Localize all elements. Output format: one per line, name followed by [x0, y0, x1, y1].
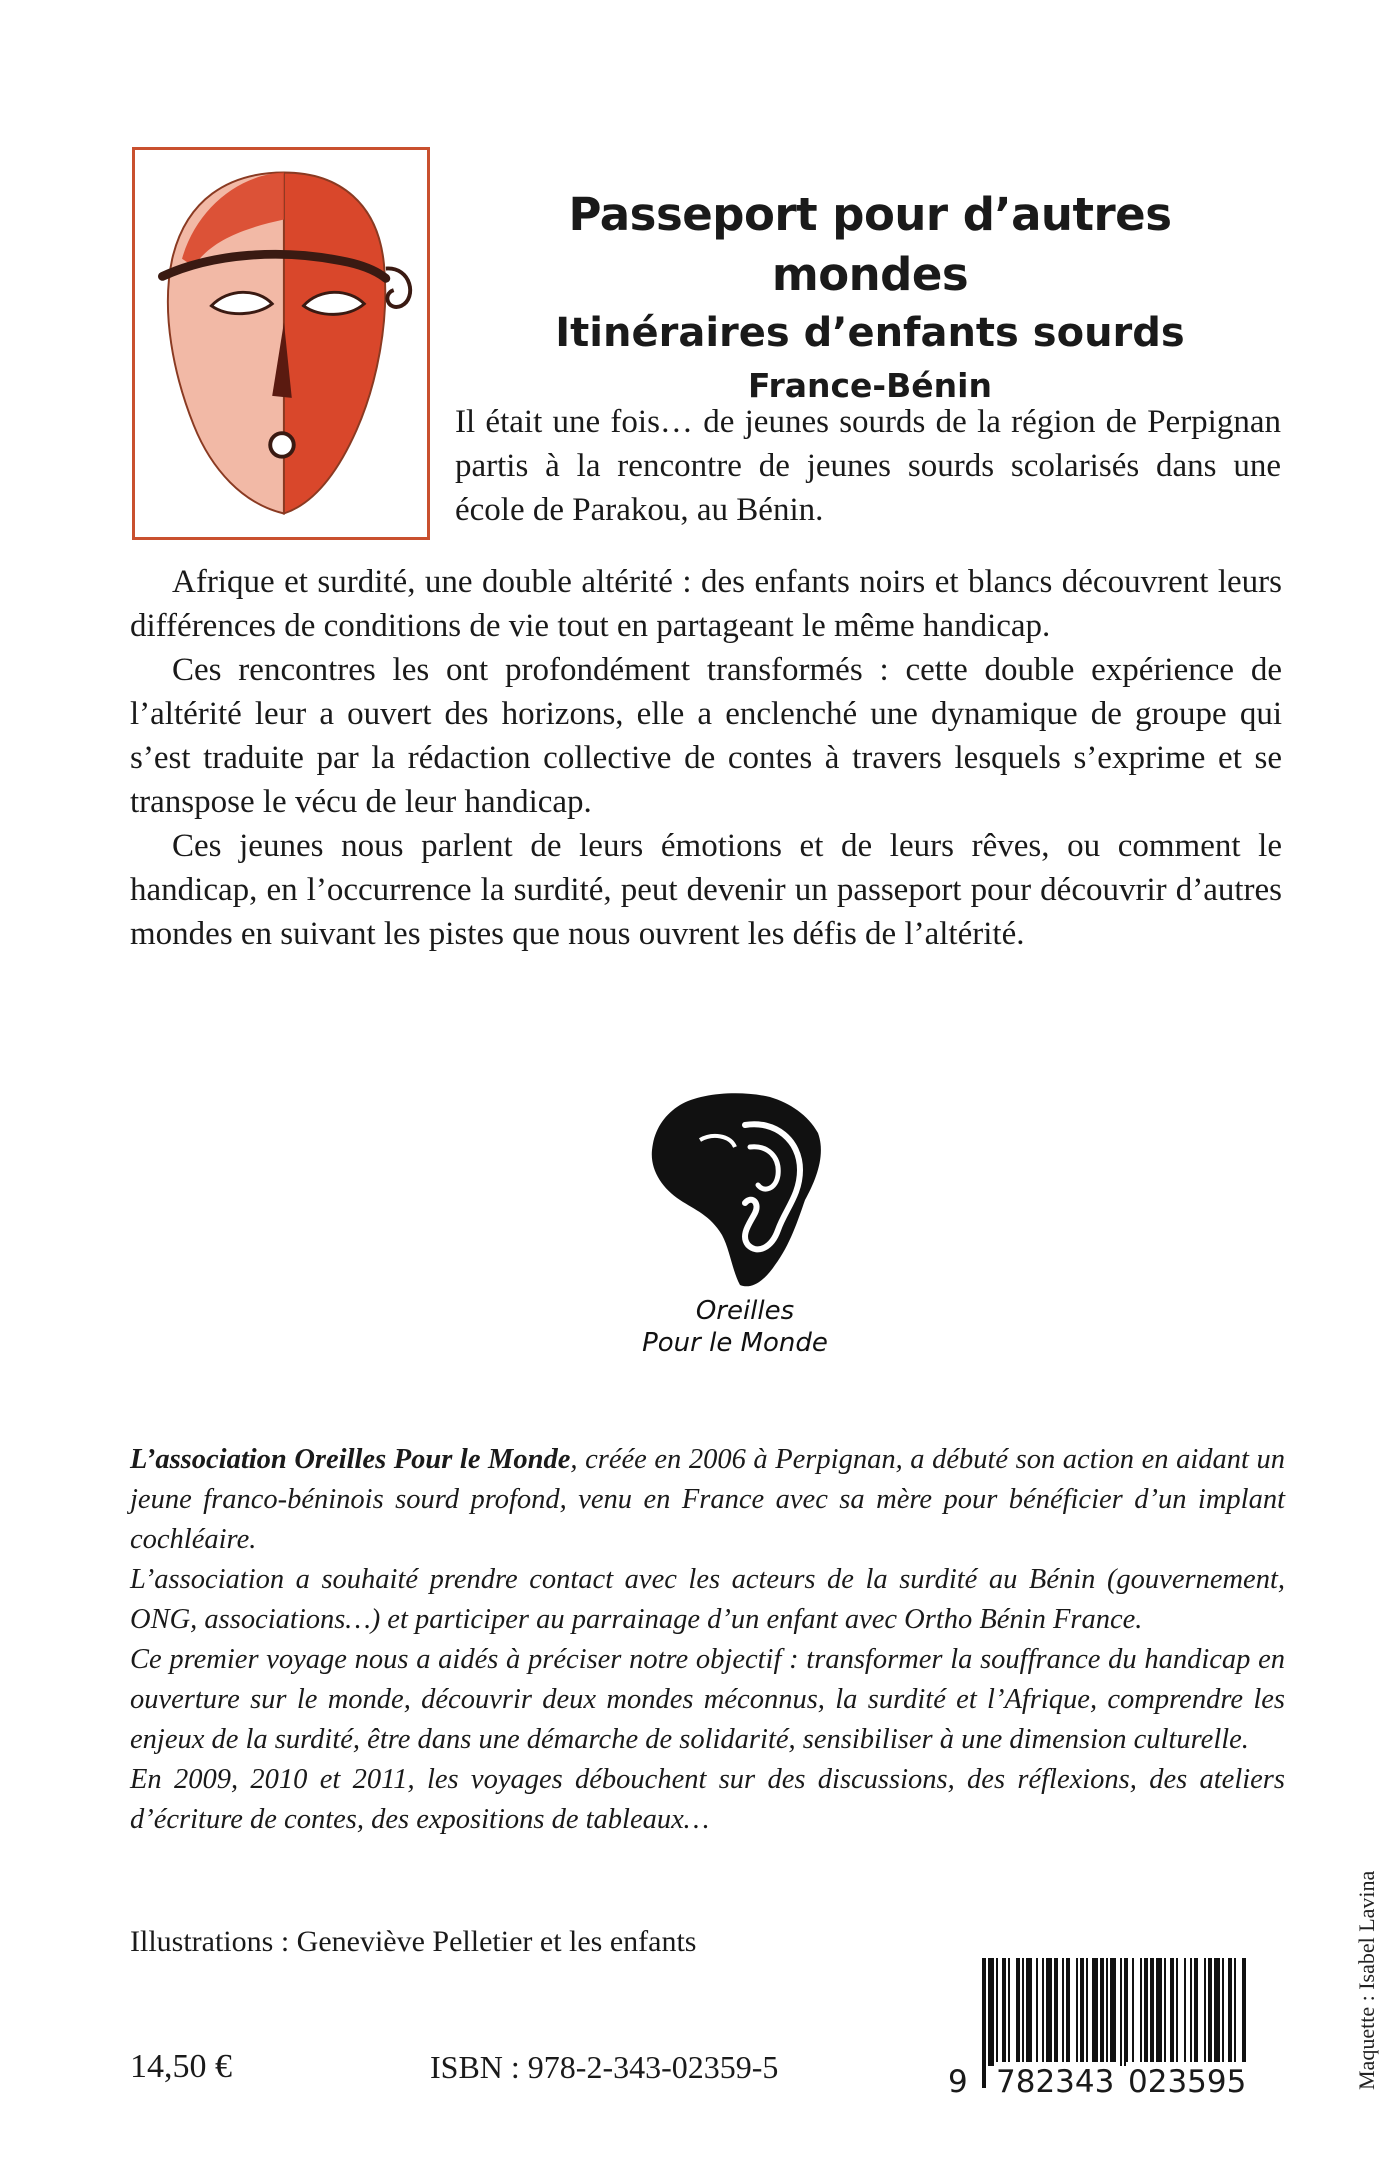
barcode-bar: [1184, 1958, 1186, 2066]
barcode-bar: [1008, 1958, 1010, 2066]
barcode-bar: [1156, 1958, 1162, 2066]
africa-ear-icon: [640, 1085, 830, 1295]
blurb-paragraph: Ces jeunes nous parlent de leurs émotions et de leurs rêves, ou comment le handicap, en l’occurrence la surdité, peut devenir un passeport pour découvrir d’autres mondes en suivant les pistes que nous ouvrent les défis de l’altérité.: [130, 828, 1282, 952]
barcode-bar: [1076, 1958, 1078, 2066]
barcode-bar: [1170, 1958, 1174, 2066]
barcode-bar: [1054, 1958, 1058, 2066]
african-mask-image: [135, 150, 427, 537]
barcode-bar: [1176, 1958, 1178, 2066]
barcode-bar: [1100, 1958, 1104, 2066]
association-logo: [640, 1085, 830, 1365]
barcode-bar: [1016, 1958, 1020, 2066]
association-description: [130, 1440, 1285, 1840]
barcode: [948, 1958, 1252, 2100]
logo-line-1: Oreilles: [695, 1296, 795, 1326]
barcode-bar: [1002, 1958, 1006, 2066]
barcode-bar: [1140, 1958, 1142, 2066]
barcode-bar: [1062, 1958, 1064, 2066]
price: 14,50 €: [130, 2048, 232, 2085]
barcode-bar: [1208, 1958, 1212, 2066]
title-block: [470, 185, 1270, 411]
barcode-bar: [1222, 1958, 1224, 2066]
book-subtitle: Itinéraires d’enfants sourds: [555, 310, 1185, 356]
barcode-bar: [1214, 1958, 1220, 2066]
barcode-bar: [1194, 1958, 1198, 2066]
barcode-bar: [1086, 1958, 1088, 2066]
isbn: ISBN : 978-2-343-02359-5: [430, 2049, 779, 2085]
barcode-bar: [1124, 1958, 1128, 2066]
barcode-bar: [996, 1958, 998, 2066]
barcode-bar: [1120, 1958, 1122, 2066]
barcode-bar: [1106, 1958, 1108, 2066]
association-name: L’association Oreilles Pour le Monde: [130, 1444, 571, 1475]
barcode-bar: [1242, 1958, 1246, 2066]
barcode-bar: [982, 1958, 986, 2088]
book-subtitle-place: France-Bénin: [748, 366, 992, 405]
barcode-bar: [1164, 1958, 1166, 2066]
barcode-bar: [1026, 1958, 1032, 2066]
barcode-group-right: 023595: [1128, 2064, 1247, 2100]
barcode-bar: [1204, 1958, 1206, 2066]
logo-line-2: Pour le Monde: [642, 1328, 828, 1358]
intro-text: Il était une fois… de jeunes sourds de la région de Perpignan partis à la rencontre de jeunes sourds scolarisés dans une école de Parakou, au Bénin.: [455, 404, 1281, 528]
barcode-bar: [1228, 1958, 1232, 2066]
barcode-bar: [1092, 1958, 1098, 2066]
blurb-paragraph: Afrique et surdité, une double altérité : des enfants noirs et blancs découvrent leurs différences de conditions de vie tout en partageant le même handicap.: [130, 564, 1282, 644]
barcode-bar: [1066, 1958, 1070, 2066]
blurb-body: [130, 560, 1282, 956]
association-paragraph-1-text: , créée en 2006 à Perpignan, a débuté son action en aidant un jeune franco-béninois sourd profond, venu en France avec sa mère pour bénéficier d’un implant cochléaire.: [130, 1444, 1285, 1555]
intro-paragraph: [455, 400, 1281, 532]
barcode-bar: [1190, 1958, 1192, 2066]
association-paragraph-3: Ce premier voyage nous a aidés à préciser notre objectif : transformer la souffrance du handicap en ouverture sur le monde, découvrir deux mondes méconnus, la surdité et l’Afrique, comprendre les enjeux de la surdité, être dans une démarche de solidarité, sensibiliser à une dimension culturelle.: [130, 1644, 1285, 1755]
barcode-bar: [1080, 1958, 1084, 2066]
association-paragraph-2: L’association a souhaité prendre contact avec les acteurs de la surdité au Bénin (gouvernement, ONG, associations…) et participer au parrainage d’un enfant avec Ortho Bénin France.: [130, 1564, 1285, 1635]
blurb-paragraph: Ces rencontres les ont profondément transformés : cette double expérience de l’altérité leur a ouvert des horizons, elle a enclenché une dynamique de groupe qui s’est traduite par la rédaction collective de contes à travers lesquels s’exprime et se transpose le vécu de leur handicap.: [130, 652, 1282, 820]
association-paragraph-4: En 2009, 2010 et 2011, les voyages débouchent sur des discussions, des réflexions, des ateliers d’écriture de contes, des expositions de tableaux…: [130, 1764, 1285, 1835]
barcode-bar: [1132, 1958, 1134, 2066]
barcode-bar: [988, 1958, 994, 2066]
barcode-bar: [1042, 1958, 1044, 2066]
barcode-bar: [1234, 1958, 1236, 2066]
logo-caption: [640, 1295, 830, 1359]
barcode-bar: [1036, 1958, 1038, 2066]
barcode-bar: [1046, 1958, 1052, 2066]
barcode-bar: [1110, 1958, 1116, 2066]
design-credit: Maquette : Isabel Lavina: [1354, 1870, 1379, 2090]
barcode-digit-first: 9: [948, 2064, 968, 2100]
mask-illustration: [132, 147, 430, 540]
illustrations-credit: Illustrations : Geneviève Pelletier et les enfants: [130, 1925, 697, 1958]
book-title: Passeport pour d’autres mondes: [568, 188, 1172, 301]
barcode-bar: [1022, 1958, 1024, 2066]
barcode-group-left: 782343: [996, 2064, 1115, 2100]
association-paragraph-1: [130, 1440, 1285, 1560]
barcode-bar: [1144, 1958, 1148, 2066]
barcode-bar: [1150, 1958, 1154, 2066]
